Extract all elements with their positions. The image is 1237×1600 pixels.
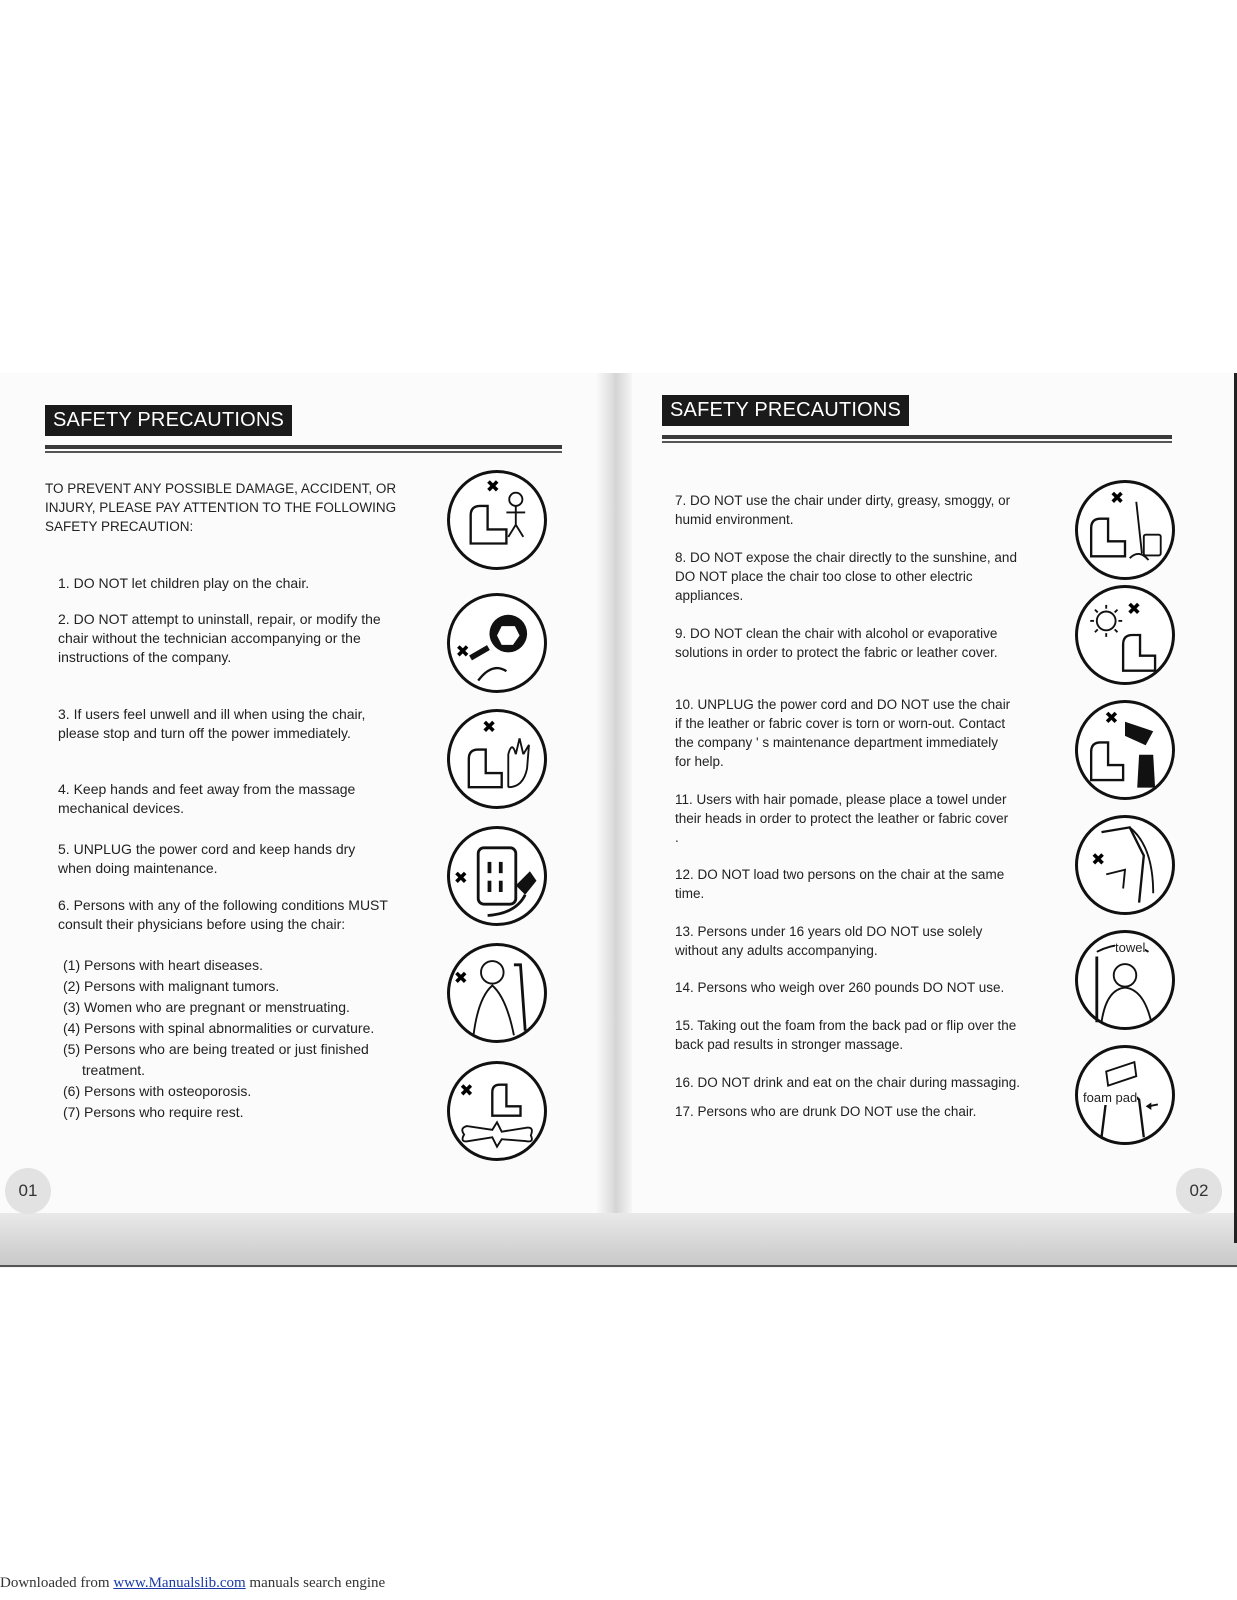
no-sunshine-icon: [1075, 585, 1175, 685]
list-item: [58, 574, 398, 593]
item-text: DO NOT expose the chair directly to the sunshine, and DO NOT place the chair too close to other electric appliances.: [675, 550, 1017, 603]
footer-suffix: manuals search engine: [245, 1575, 386, 1591]
item-number: 15.: [675, 1018, 694, 1033]
item-number: 12.: [675, 867, 694, 882]
item-number: 5.: [58, 841, 70, 857]
svg-text:✖: ✖: [459, 1079, 474, 1100]
item-text: Users with hair pomade, please place a towel under their heads in order to protect the leather or fabric cover .: [675, 792, 1009, 845]
left-page-title: SAFETY PRECAUTIONS: [45, 405, 292, 436]
page-number: 01: [5, 1168, 51, 1214]
left-title-rule: [45, 445, 562, 449]
item-text: Keep hands and feet away from the massage mechanical devices.: [58, 781, 356, 816]
list-item: [675, 1102, 1015, 1121]
no-alcohol-cleaning-icon: [1075, 700, 1175, 800]
svg-text:✖: ✖: [1104, 707, 1119, 728]
page-number: 02: [1176, 1168, 1222, 1214]
condition-item: (2) Persons with malignant tumors.: [63, 978, 280, 994]
osteoporosis-icon: [447, 1061, 547, 1161]
dirty-environment-icon: [1075, 480, 1175, 580]
item-text: Persons who weigh over 260 pounds DO NOT use.: [697, 980, 1005, 995]
manualslib-link[interactable]: www.Manualslib.com: [113, 1575, 246, 1591]
right-page-title: SAFETY PRECAUTIONS: [662, 395, 909, 426]
consult-physician-icon: [447, 943, 547, 1043]
item-number: 9.: [675, 626, 687, 641]
condition-item: (7) Persons who require rest.: [63, 1104, 244, 1120]
list-item: [675, 695, 1015, 771]
svg-text:✖: ✖: [1126, 598, 1142, 619]
no-children-icon: [447, 470, 547, 570]
right-title-rule-thin: [662, 441, 1172, 443]
item-number: 13.: [675, 924, 694, 939]
stop-if-unwell-icon: [447, 709, 547, 809]
condition-item: (3) Women who are pregnant or menstruating.: [63, 999, 350, 1015]
condition-item: (5) Persons who are being treated or just finished: [63, 1041, 369, 1057]
list-item: [58, 610, 388, 667]
footer-prefix: Downloaded from: [0, 1575, 114, 1591]
item-text: Persons under 16 years old DO NOT use solely without any adults accompanying.: [675, 924, 983, 958]
list-item: [675, 790, 1015, 847]
download-footer: [0, 1575, 385, 1592]
no-repair-icon: [447, 593, 547, 693]
right-title-rule: [662, 435, 1172, 439]
list-item: [58, 896, 398, 934]
intro-text: TO PREVENT ANY POSSIBLE DAMAGE, ACCIDENT, OR INJURY, PLEASE PAY ATTENTION TO THE FOLLOWING SAFETY PRECAUTION:: [45, 481, 397, 534]
item-text: DO NOT drink and eat on the chair during massaging.: [697, 1075, 1020, 1090]
list-item: [675, 624, 1030, 662]
list-item: [58, 840, 388, 878]
item-text: UNPLUG the power cord and DO NOT use the chair if the leather or fabric cover is torn or worn-out. Contact the company ' s maintenance department immediately for help.: [675, 697, 1011, 769]
list-item: [58, 705, 403, 743]
svg-text:✖: ✖: [1109, 487, 1125, 508]
list-item: [675, 922, 1015, 960]
item-number: 17.: [675, 1104, 694, 1119]
item-number: 14.: [675, 980, 694, 995]
svg-text:✖: ✖: [455, 641, 470, 662]
svg-text:✖: ✖: [485, 475, 500, 496]
item-text: DO NOT let children play on the chair.: [73, 575, 310, 591]
item-number: 16.: [675, 1075, 694, 1090]
item-text: DO NOT use the chair under dirty, greasy, smoggy, or humid environment.: [675, 493, 1011, 527]
svg-text:✖: ✖: [481, 716, 497, 737]
book-gutter: [596, 373, 632, 1233]
svg-text:✖: ✖: [453, 867, 468, 888]
book-bottom-edge: [0, 1213, 1237, 1267]
condition-item: (1) Persons with heart diseases.: [63, 957, 263, 973]
item-number: 4.: [58, 781, 70, 797]
foam-pad-label: foam pad: [1083, 1090, 1138, 1105]
condition-item: treatment.: [82, 1062, 146, 1078]
svg-text:✖: ✖: [453, 967, 468, 988]
item-number: 8.: [675, 550, 687, 565]
item-text: DO NOT attempt to uninstall, repair, or modify the chair without the technician accompanying or the instructions of the company.: [58, 611, 381, 665]
item-text: Taking out the foam from the back pad or flip over the back pad results in stronger massage.: [675, 1018, 1017, 1052]
left-title-rule-thin: [45, 451, 562, 453]
item-number: 1.: [58, 575, 70, 591]
worn-cover-icon: [1075, 815, 1175, 915]
item-number: 7.: [675, 493, 687, 508]
condition-item: (4) Persons with spinal abnormalities or curvature.: [63, 1020, 375, 1036]
svg-text:✖: ✖: [1091, 849, 1106, 869]
item-text: DO NOT clean the chair with alcohol or evaporative solutions in order to protect the fabric or leather cover.: [675, 626, 998, 660]
item-text: Persons who are drunk DO NOT use the chair.: [697, 1104, 977, 1119]
list-item: [675, 1016, 1030, 1054]
item-text: If users feel unwell and ill when using the chair, please stop and turn off the power immediately.: [58, 706, 366, 741]
list-item: [675, 865, 1015, 903]
item-number: 6.: [58, 897, 70, 913]
item-number: 3.: [58, 706, 70, 722]
list-item: [675, 978, 1035, 997]
list-item: [675, 491, 1030, 529]
item-text: UNPLUG the power cord and keep hands dry when doing maintenance.: [58, 841, 356, 876]
condition-item: (6) Persons with osteoporosis.: [63, 1083, 252, 1099]
towel-label: towel: [1115, 940, 1146, 955]
item-text: Persons with any of the following conditions MUST consult their physicians before using the chair:: [58, 897, 388, 932]
item-number: 10.: [675, 697, 694, 712]
no-plug-wet-hands-icon: [447, 826, 547, 926]
item-number: 11.: [675, 792, 693, 807]
list-item: [58, 780, 403, 818]
list-item: [675, 1073, 1055, 1092]
item-text: DO NOT load two persons on the chair at the same time.: [675, 867, 1005, 901]
list-item: [675, 548, 1025, 605]
item-number: 2.: [58, 611, 70, 627]
